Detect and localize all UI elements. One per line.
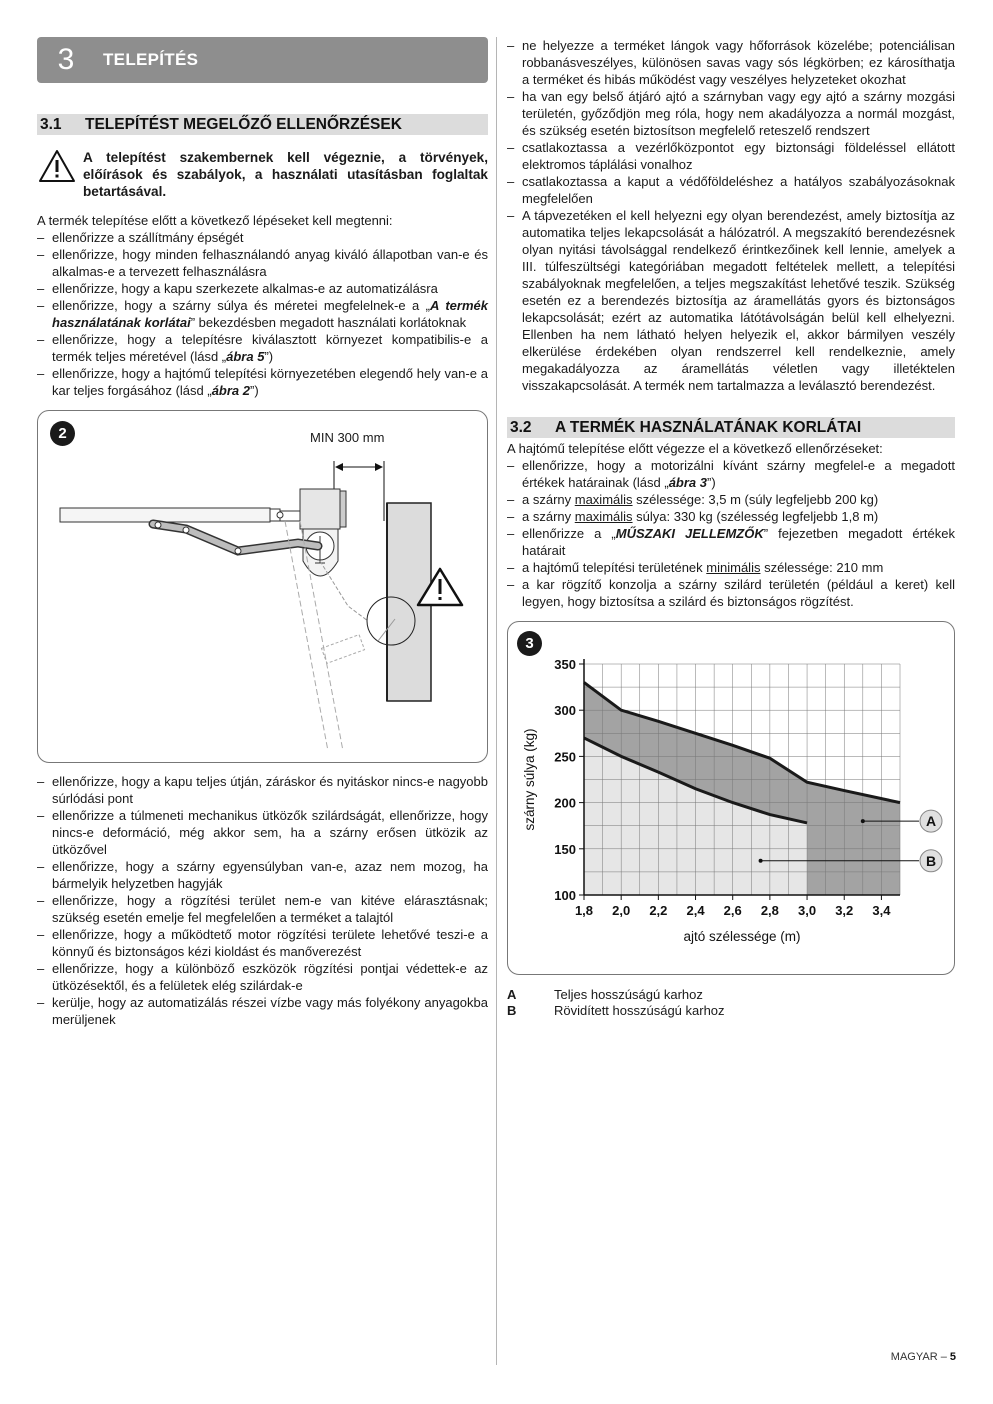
list-item: – csatlakoztassa a kaput a védőföldeléshez a hatályos szabályozásoknak megfelelően — [507, 173, 955, 207]
list-item: – ellenőrizze, hogy a szárny súlya és méretei megfelelnek-e a „A termék használatának korlátai” bekezdésben megadott használati korlátoknak — [37, 297, 488, 331]
safety-list — [507, 37, 955, 394]
limits-intro: A hajtómű telepítése előtt végezze el a következő ellenőrzéseket: — [507, 441, 883, 456]
list-item: – ellenőrizze, hogy minden felhasználandó anyag kiváló állapotban van-e és alkalmas-e a tervezett felhasználásra — [37, 246, 488, 280]
list-item: – ellenőrizze, hogy a telepítésre kiválasztott környezet kompatibilis-e a termék teljes méretével (lásd „ábra 5”) — [37, 331, 488, 365]
figure-number-badge: 3 — [517, 631, 542, 656]
chapter-title: TELEPÍTÉS — [103, 50, 199, 69]
figure-2 — [37, 410, 488, 763]
right-column — [507, 37, 955, 1019]
legend-row-a: A Teljes hosszúságú karhoz — [507, 987, 703, 1002]
min-distance-label: MIN 300 mm — [310, 430, 385, 445]
figure-number-badge: 2 — [50, 421, 75, 446]
page-footer: MAGYAR – 5 — [890, 1351, 956, 1363]
y-tick-label: 350 — [554, 657, 576, 672]
page-number: 5 — [949, 1351, 956, 1363]
x-tick-label: 2,6 — [723, 903, 742, 918]
list-item: – ellenőrizze, hogy a kapu szerkezete alkalmas-e az automatizálásra — [37, 280, 488, 297]
x-tick-label: 3,2 — [835, 903, 854, 918]
column-divider — [496, 37, 497, 1365]
x-tick-label: 2,8 — [760, 903, 779, 918]
x-tick-label: 3,4 — [872, 903, 891, 918]
list-item: – ellenőrizze a szállítmány épségét — [37, 229, 488, 246]
section-number: 3.2 — [510, 418, 532, 436]
list-item: – a kar rögzítő konzolja a szárny szilárd területén (például a keret) kell legyen, hogy biztosítsa a szilárd és biztonságos rögzítést. — [507, 576, 955, 610]
x-tick-label: 2,2 — [649, 903, 668, 918]
installation-diagram — [38, 411, 487, 762]
list-item: – ellenőrizze, hogy a különböző eszközök rögzítési pontjai védettek-e az ütközésektől, és a felületek elég szilárdak-e — [37, 960, 488, 994]
left-column — [37, 37, 488, 1028]
figure-3 — [507, 621, 955, 975]
y-tick-label: 150 — [554, 841, 576, 857]
warning-block — [37, 149, 488, 200]
chapter-header — [37, 37, 488, 83]
section-title: TELEPÍTÉST MEGELŐZŐ ELLENŐRZÉSEK — [85, 115, 402, 133]
warning-icon — [37, 149, 77, 183]
section-title: A TERMÉK HASZNÁLATÁNAK KORLÁTAI — [555, 418, 862, 436]
footer-language: MAGYAR — [890, 1351, 938, 1363]
list-item: – a hajtómű telepítési területének minimális szélessége: 210 mm — [507, 559, 955, 576]
section-number: 3.1 — [40, 115, 62, 133]
y-tick-label: 300 — [554, 703, 576, 719]
list-item: – csatlakoztassa a vezérlőközpontot egy biztonsági földeléssel ellátott elektromos táplálási vonalhoz — [507, 139, 955, 173]
list-item: – ellenőrizze, hogy a kapu teljes útján, záráskor és nyitáskor nincs-e nagyobb súrlódási pont — [37, 773, 488, 807]
list-item: – a szárny maximális súlya: 330 kg (szélesség legfeljebb 1,8 m) — [507, 508, 955, 525]
x-axis-label: ajtó szélessége (m) — [683, 929, 801, 944]
section-header-3-1 — [37, 114, 488, 135]
list-item: – ellenőrizze a „MŰSZAKI JELLEMZŐK” fejezetben megadott értékek határait — [507, 525, 955, 559]
callout-label-b: B — [925, 852, 937, 869]
check-list — [37, 229, 488, 399]
y-tick-label: 200 — [554, 795, 576, 811]
list-item: – ha van egy belső átjáró ajtó a szárnyban vagy egy ajtó a szárny mozgási területén, győződjön meg róla, hogy nem akadályozza a normál mozgást, és szükség esetén biztosítson megfelelő reteszelő rendszert — [507, 88, 955, 139]
warning-text: A telepítést szakembernek kell végeznie, a törvények, előírások és szabályok, a használati utasításban foglaltak betartásával. — [83, 150, 488, 199]
y-tick-label: 100 — [554, 888, 576, 903]
list-item: – ellenőrizze, hogy a rögzítési terület nem-e van kitéve elárasztásnak; szükség esetén emelje fel megfelelően a terméket a talajtól — [37, 892, 488, 926]
list-item: – ne helyezze a terméket lángok vagy hőforrások közelébe; potenciálisan robbanásveszélyes, különösen savas vagy sós légkörben; ez károsíthatja a terméket és hibás működést vagy veszélyes helyzeteket okozhat — [507, 37, 955, 88]
list-item: – ellenőrizze, hogy a működtető motor rögzítési területe lehetővé teszi-e a könnyű és biztonságos kézi kioldást és manőverezést — [37, 926, 488, 960]
y-tick-label: 250 — [554, 749, 576, 765]
x-tick-label: 2,4 — [686, 903, 705, 918]
list-item: – ellenőrizze, hogy a motorizálni kívánt szárny megfelel-e a megadott értékek határainak (lásd „ábra 3”) — [507, 457, 955, 491]
list-item: – kerülje, hogy az automatizálás részei vízbe vagy más folyékony anyagokba merüljenek — [37, 994, 488, 1028]
check-list-continued — [37, 773, 488, 1028]
list-item: – a szárny maximális szélessége: 3,5 m (súly legfeljebb 200 kg) — [507, 491, 955, 508]
figure-legend — [507, 987, 955, 1019]
y-axis-label: szárny súlya (kg) — [522, 728, 537, 831]
list-item: – ellenőrizze, hogy a szárny egyensúlyban van-e, azaz nem mozog, ha bármelyik helyzetben hagyják — [37, 858, 488, 892]
chapter-number: 3 — [57, 43, 75, 76]
callout-label-a: A — [925, 813, 937, 830]
list-item: – ellenőrizze a túlmeneti mechanikus ütközők szilárdságát, ellenőrizze, hogy nincs-e deformáció, még akkor sem, ha a szárny erősen ütközik az ütközővel — [37, 807, 488, 858]
x-tick-label: 2,0 — [612, 903, 631, 918]
intro-text: A termék telepítése előtt a következő lépéseket kell megtenni: — [37, 213, 393, 228]
x-tick-label: 1,8 — [574, 903, 594, 918]
section-header-3-2 — [507, 417, 955, 438]
legend-row-b: B Rövidített hosszúságú karhoz — [507, 1003, 725, 1018]
list-item: – A tápvezetéken el kell helyezni egy olyan berendezést, amely biztosítja az automatika teljes lekapcsolását a hálózatról. A megszakító berendezésnek olyan nyitási távolsággal rendelkező érintkezőinek kell lennie, amelyek a III. túlfeszültségi kategóriában megadott feltételek mellett, a telepítési szabályoknak megfelelően, a teljes megszakítást lehetővé teszik. Szükség esetén ez a berendezés biztosítja az áramellátás gyors és biztonságos lekapcsolását; ezért az automatika látótávolságán belül kell elhelyezni. Ellenben ha nem látható helyen helyezik el, akkor bármilyen veszély elkerülése érdekében olyan rendszerrel kell rendelkeznie, amely megakadályozza az áramellátás véletlen vagy illetéktelen visszakapcsolását. A termék nem tartalmazza a leválasztó berendezést. — [507, 207, 955, 394]
list-item: – ellenőrizze, hogy a hajtómű telepítési környezetében elegendő hely van-e a kar teljes forgásához (lásd „ábra 2”) — [37, 365, 488, 399]
weight-width-chart — [508, 622, 954, 974]
x-tick-label: 3,0 — [798, 903, 817, 918]
limits-list — [507, 457, 955, 610]
